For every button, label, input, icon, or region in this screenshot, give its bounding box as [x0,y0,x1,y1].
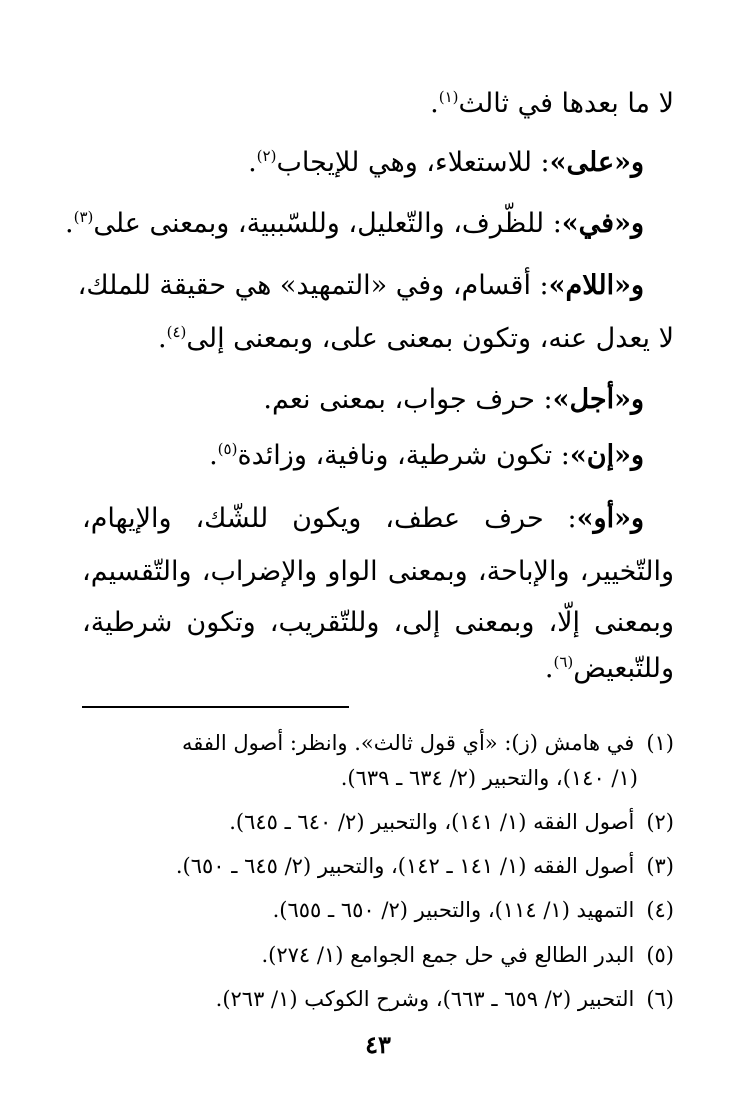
paragraph-aw [82,499,644,539]
paragraph-text: وبمعنى إلّا، وبمعنى إلى، وللتّقريب، وتكون شرطية، [82,607,674,638]
footnote-number: (٦) [646,987,674,1011]
paragraph-text: : للظّرف، والتّعليل، وللسّببية، وبمعنى على [93,208,562,239]
paragraph-text: : حرف عطف، ويكون للشّك، والإيهام، [82,503,577,534]
footnote-ref[interactable]: (٥) [217,440,238,458]
paragraph-aw-line4: وللتّبعيض$^{(٦)}$. [544,653,674,684]
term-label: و«أو» [576,503,644,534]
footnote-separator [82,706,349,708]
footnote-number: (٤) [646,898,674,922]
footnote-1-cont [341,762,638,794]
paragraph-aw-line2 [82,552,674,592]
paragraph-text: : حرف جواب، بمعنى نعم. [263,384,553,415]
term-label: و«أجل» [552,384,644,415]
term-label: و«اللام» [548,270,644,301]
footnote-text: التمهيد (١/ ١١٤)، والتحبير (٢/ ٦٥٠ ـ ٦٥٥). [272,898,635,922]
footnote-text: أصول الفقه (١/ ١٤١)، والتحبير (٢/ ٦٤٠ ـ ٦٤٥). [229,810,635,834]
footnote-text: البدر الطالع في حل جمع الجوامع (١/ ٢٧٤). [261,943,635,967]
footnote-text: في هامش (ز): «أي قول ثالث». وانظر: أصول الفقه [182,731,635,755]
paragraph-ajal [263,380,644,420]
footnote-text: أصول الفقه (١/ ١٤١ ـ ١٤٢)، والتحبير (٢/ ٦٤٥ ـ ٦٥٠). [175,854,635,878]
footnote-number: (٢) [646,810,674,834]
footnote-ref[interactable]: (٦) [553,653,574,671]
term-label: و«في» [561,208,644,239]
paragraph-text: لا ما بعدها في ثالث [458,88,674,119]
footnote-ref[interactable]: (٣) [73,208,94,226]
paragraph-text: وللتّبعيض [573,653,674,684]
footnote-number: (٣) [646,854,674,878]
footnote-ref[interactable]: (٢) [256,147,277,165]
paragraph-lam-cont: لا يعدل عنه، وتكون بمعنى على، وبمعنى إلى$^{(٤)}$. [157,323,674,354]
paragraph-in: و«إن»: تكون شرطية، ونافية، وزائدة$^{(٥)}$. [209,440,644,471]
footnote-3 [176,850,674,882]
paragraph-lam [77,266,644,306]
footnote-ref[interactable]: (٤) [166,323,187,341]
footnote-6 [216,983,674,1015]
term-label: و«إن» [569,440,644,471]
paragraph-aw-line3 [82,603,674,643]
paragraph-text: : تكون شرطية، ونافية، وزائدة [237,440,570,471]
paragraph-continuation: لا ما بعدها في ثالث$^{(١)}$. [430,88,674,119]
paragraph-text: والتّخيير، والإباحة، وبمعنى الواو والإضراب، والتّقسيم، [82,556,674,587]
paragraph-text: لا يعدل عنه، وتكون بمعنى على، وبمعنى إلى [186,323,674,354]
paragraph-text: : أقسام، وفي «التمهيد» هي حقيقة للملك، [77,270,549,301]
footnote-text: التحبير (٢/ ٦٥٩ ـ ٦٦٣)، وشرح الكوكب (١/ ٢٦٣). [215,987,635,1011]
paragraph-text: : للاستعلاء، وهي للإيجاب [276,147,550,178]
footnote-ref[interactable]: (١) [438,88,459,106]
footnote-1 [182,727,674,759]
page-number: ٤٣ [365,1030,391,1059]
footnote-text: (١/ ١٤٠)، والتحبير (٢/ ٦٣٤ ـ ٦٣٩). [340,766,638,790]
footnote-number: (١) [646,731,674,755]
footnote-number: (٥) [646,943,674,967]
footnote-4 [273,894,674,926]
paragraph-fi: و«في»: للظّرف، والتّعليل، وللسّببية، وبمعنى على$^{(٣)}$. [64,208,644,239]
term-label: و«على» [549,147,644,178]
footnote-5 [262,939,675,971]
footnote-2 [229,806,674,838]
paragraph-ala: و«على»: للاستعلاء، وهي للإيجاب$^{(٢)}$. [248,147,644,178]
